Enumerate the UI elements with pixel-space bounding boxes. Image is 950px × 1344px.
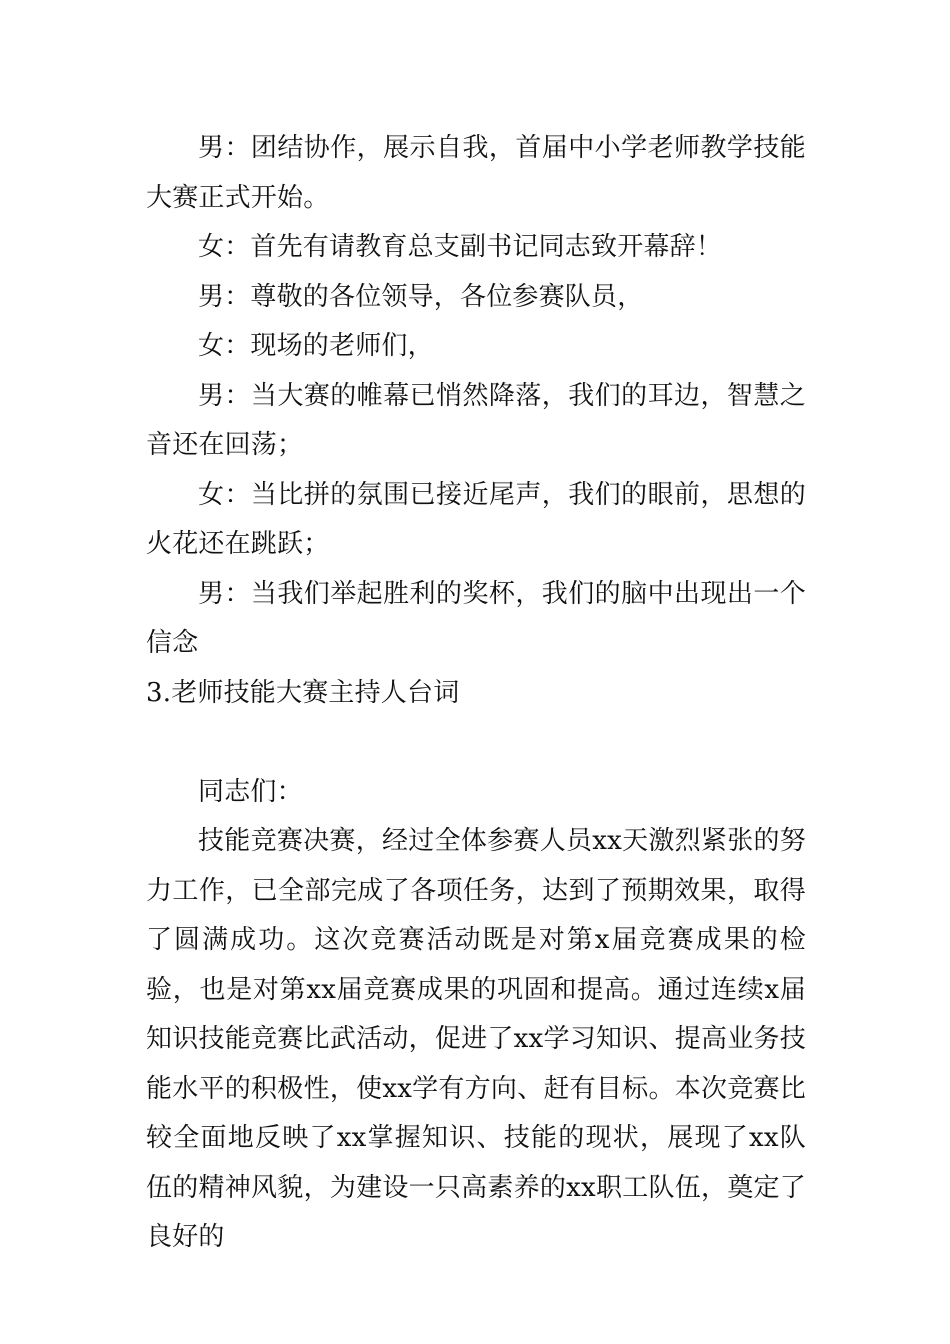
paragraph: 同志们：: [198, 776, 303, 807]
paragraph: 技能竞赛决赛，经过全体参赛人员xx天激烈紧张的努力工作，已全部完成了各项任务，达到了预期效果，取得了圆满成功。这次竞赛活动既是对第x届竞赛成果的检验，也是对第xx届竞赛成果的巩固和提高。通过连续x届知识技能竞赛比武活动，促进了xx学习知识、提高业务技能水平的积极性，使xx学有方向、赶有目标。本次竞赛比较全面地反映了xx掌握知识、技能的现状，展现了xx队伍的精神风貌，为建设一只高素养的xx职工队伍，奠定了良好的: [146, 826, 806, 1252]
paragraph: 男：当大赛的帷幕已悄然降落，我们的耳边，智慧之音还在回荡；: [146, 380, 806, 460]
paragraph: 男：尊敬的各位领导，各位参赛队员，: [198, 281, 644, 312]
paragraph: 男：当我们举起胜利的奖杯，我们的脑中出现出一个信念: [146, 578, 806, 658]
paragraph: 女：现场的老师们，: [198, 331, 434, 361]
paragraph: 女：首先有请教育总支副书记同志致开幕辞！: [198, 232, 723, 262]
section-heading: 3.老师技能大赛主持人台词: [146, 677, 460, 708]
paragraph: 男：团结协作，展示自我，首届中小学老师教学技能大赛正式开始。: [146, 133, 806, 213]
blank-line: [146, 718, 806, 768]
paragraph: 女：当比拼的氛围已接近尾声，我们的眼前，思想的火花还在跳跃；: [146, 479, 806, 559]
document-body: [146, 124, 806, 1263]
